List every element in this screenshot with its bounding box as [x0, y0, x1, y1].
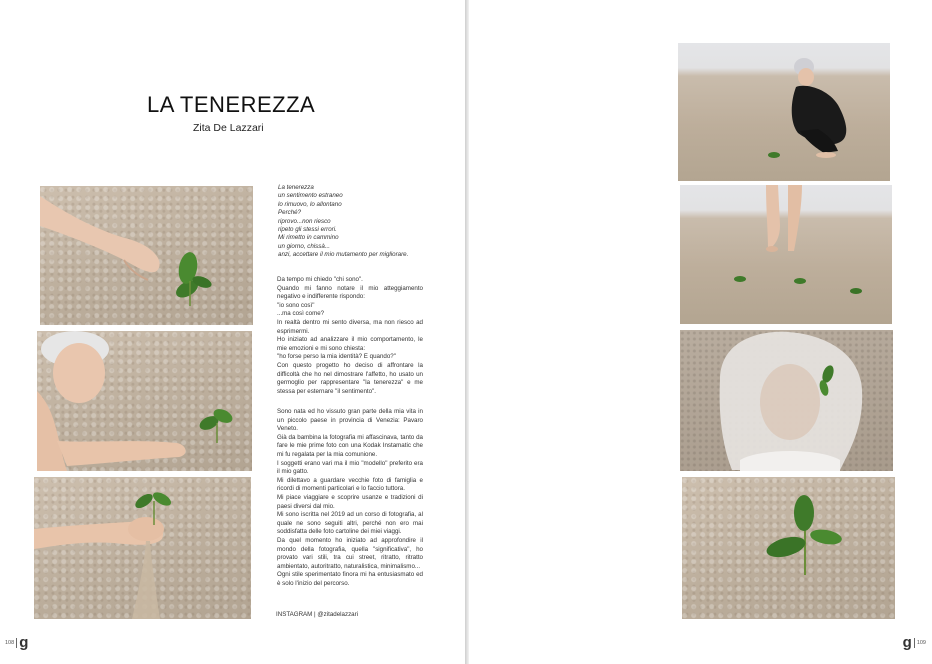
- poem: [278, 184, 428, 260]
- body-line: Da quel momento ho iniziato ad approfondire il mondo della fotografia, quella "significativa", ho provato vari stili, tra cui street, ritratto, ritratto ambientato, autoritratto, naturalistica, minimalismo...: [277, 536, 423, 570]
- body-line: In realtà dentro mi sento diversa, ma non riesco ad esprimermi.: [277, 318, 423, 335]
- body-line: Da tempo mi chiedo "chi sono".: [277, 276, 363, 283]
- body-line: Mi sono iscritta nel 2019 ad un corso di fotografia, al quale ne sono seguiti altri, perché non ero mai soddisfatta delle foto cartoline dei miei viaggi.: [277, 511, 423, 536]
- page-number: 108: [5, 639, 15, 646]
- photo-sprout-in-sand: [682, 477, 895, 619]
- photo-veiled-face: [680, 330, 893, 471]
- folio-left: [5, 634, 28, 651]
- magazine-logo: g: [19, 634, 29, 651]
- poem-line: riprovo...non riesco: [278, 217, 331, 225]
- photo-hand-and-sprout: [40, 186, 253, 325]
- body-line: Mi piace viaggiare e scoprire usanze e tradizioni di paesi diversi dal mio.: [277, 493, 423, 510]
- poem-line: un giorno, chissà...: [278, 242, 330, 250]
- photo-woman-crouching-beach: [678, 43, 890, 181]
- body-line: Mi dilettavo a guardare vecchie foto di famiglia e ricordi di momenti particolari e lo faccio tuttora.: [277, 476, 423, 493]
- body-line: Quando mi fanno notare il mio atteggiamento negativo e indifferente rispondo:: [277, 284, 423, 301]
- instagram-credit: INSTAGRAM | @zitadelazzari: [276, 611, 359, 618]
- poem-line: anzi, accettare il mio mutamento per migliorare.: [278, 251, 409, 259]
- body-line: Sono nata ed ho vissuto gran parte della mia vita in un piccolo paese in provincia di Venezia: Pavaro Veneto.: [277, 408, 423, 433]
- body-line: Con questo progetto ho deciso di affrontare la difficoltà che ho nel dimostrare l'affetto, ho usato un germoglio per rappresentare "la tenerezza" e me stessa per esternare "il sentimento".: [277, 361, 423, 395]
- folio-divider: [16, 638, 17, 648]
- photo-legs-walking: [680, 185, 892, 324]
- page-number: 109: [916, 639, 926, 646]
- body-line: "io sono così": [277, 301, 315, 309]
- left-page: [0, 0, 465, 664]
- folio-divider: [914, 638, 915, 648]
- body-line: Ho iniziato ad analizzare il mio comportamento, le mie emozioni e mi sono chiesta:: [277, 336, 423, 352]
- body-paragraph-1: [277, 276, 423, 396]
- magazine-logo: g: [902, 634, 912, 651]
- poem-line: Perché?: [278, 209, 302, 217]
- poem-line: un sentimento estraneo: [278, 192, 343, 200]
- poem-line: Mi rimetto in cammino: [278, 234, 339, 242]
- poem-line: La tenerezza: [278, 184, 314, 191]
- body-line: Già da bambina la fotografia mi affascinava, tanto da fare le mie prime foto con una Kodak Instamatic che mi fu regalata per la mia comunione.: [277, 433, 423, 458]
- photo-hand-falling-sand: [34, 477, 251, 619]
- poem-line: ripeto gli stessi errori.: [278, 226, 337, 234]
- body-line: "ho forse perso la mia identità? E quando?": [277, 353, 396, 361]
- folio-right: [903, 634, 926, 651]
- poem-line: lo rimuovo, lo allontano: [278, 200, 342, 208]
- right-page: [469, 0, 932, 664]
- body-line: ...ma così come?: [277, 310, 325, 318]
- body-line: I soggetti erano vari ma il mio "modello" preferito era il mio gatto.: [277, 459, 423, 476]
- article-author: Zita De Lazzari: [193, 122, 264, 134]
- article-title: LA TENEREZZA: [147, 92, 316, 117]
- body-paragraph-2: [277, 408, 423, 588]
- body-line: Ogni stile sperimentato finora mi ha entusiasmato ed è solo l'inizio del percorso.: [277, 571, 423, 587]
- photo-woman-with-sprout: [37, 331, 252, 471]
